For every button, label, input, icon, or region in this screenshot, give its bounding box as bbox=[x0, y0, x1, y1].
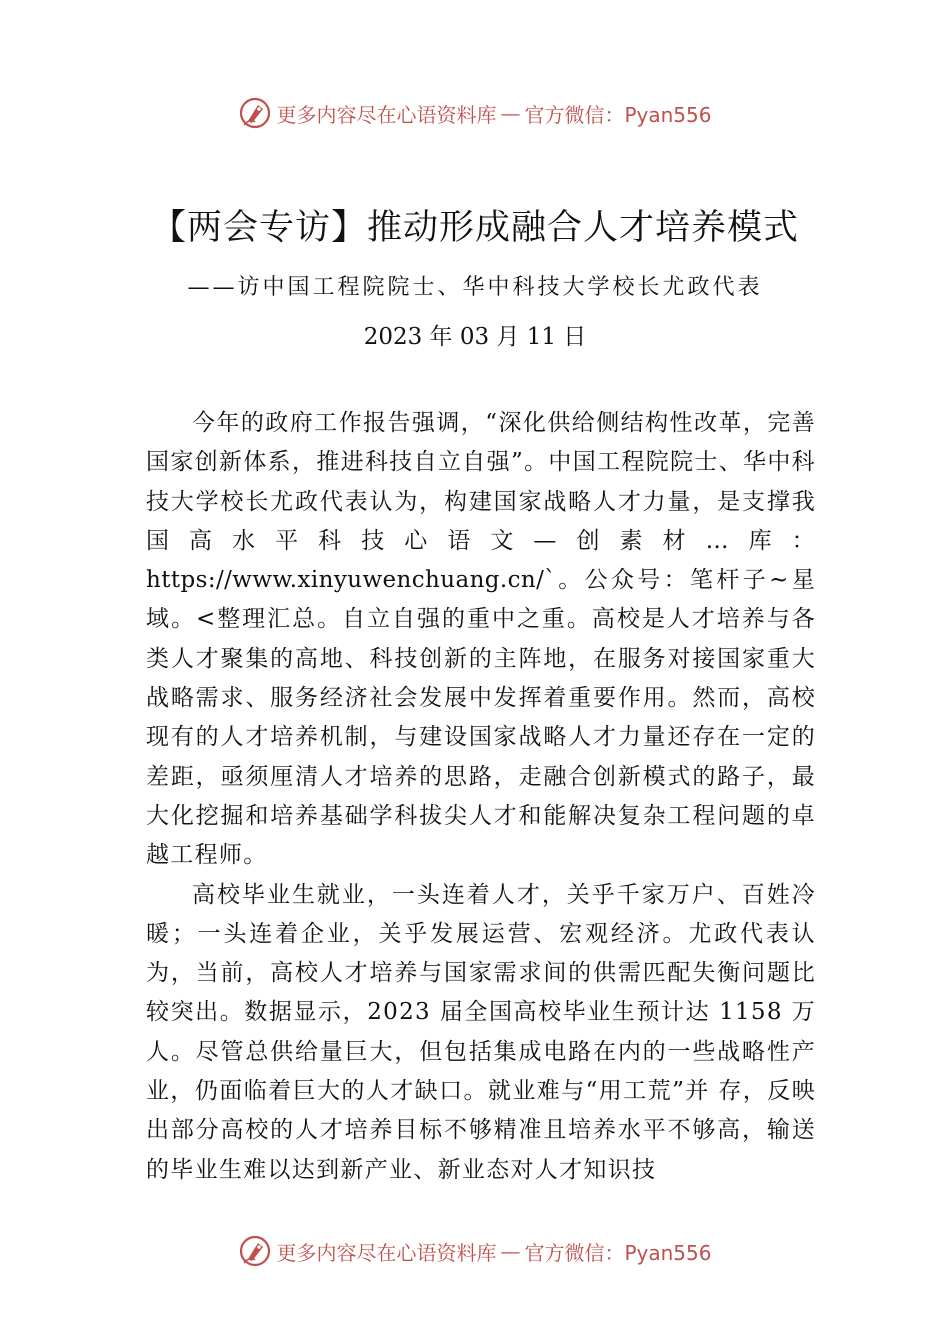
banner-separator: — bbox=[500, 101, 521, 125]
paragraph-1 bbox=[146, 404, 816, 876]
banner-text: 更多内容尽在心语资料库 bbox=[276, 102, 497, 127]
paragraph-1-text-b: 。公众号：笔杆子~星域。<整理汇总。自立自强的重中之重。高校是人才培养与各类人才聚集的高地、科技创新的主阵地，在服务对接国家重大战略需求、服务经济社会发展中发挥着重要作用。然而，高校现有的人才培养机制，与建设国家战略人才力量还存在一定的差距，亟须厘清人才培养的思路，走融合创新模式的路子，最大化挖掘和培养基础学科拔尖人才和能解决复杂工程问题的卓越工程师。 bbox=[146, 567, 816, 869]
pen-nib-logo-icon bbox=[238, 96, 272, 130]
article-title: 【两会专访】推动形成融合人才培养模式 bbox=[150, 208, 799, 248]
article-body bbox=[146, 404, 816, 1190]
source-url-text: https://www.xinyuwenchuang.cn/` bbox=[146, 567, 557, 594]
banner-separator: — bbox=[500, 1239, 521, 1263]
article-subtitle: ——访中国工程院院士、华中科技大学校长尤政代表 bbox=[187, 275, 763, 300]
header-watermark-banner bbox=[0, 96, 950, 130]
banner-wechat: 官方微信：Pyan556 bbox=[524, 102, 712, 127]
paragraph-2: 高校毕业生就业，一头连着人才，关乎千家万户、百姓冷暖；一头连着企业，关乎发展运营、宏观经济。尤政代表认为，当前，高校人才培养与国家需求间的供需匹配失衡问题比较突出。数据显示，2023 届全国高校毕业生预计达 1158 万人。尽管总供给量巨大，但包括集成电路在内的一些战略性产业，仍面临着巨大的人才缺口。就业难与“用工荒”并 存，反映出部分高校的人才培养目标不够精准且培养水平不够高，输送的毕业生难以达到新产业、新业态对人才知识技 bbox=[146, 881, 816, 1183]
footer-watermark-banner bbox=[0, 1234, 950, 1268]
banner-text: 更多内容尽在心语资料库 bbox=[276, 1240, 497, 1265]
banner-wechat: 官方微信：Pyan556 bbox=[524, 1240, 712, 1265]
article-date: 2023 年 03 月 11 日 bbox=[363, 324, 587, 350]
paragraph-1-text-a: 今年的政府工作报告强调，“深化供给侧结构性改革，完善国家创新体系，推进科技自立自强”。中国工程院院士、华中科技大学校长尤政代表认为，构建国家战略人才力量，是支撑我国高水平科技心语文—创素材…库： bbox=[146, 410, 816, 554]
pen-nib-logo-icon bbox=[238, 1234, 272, 1268]
